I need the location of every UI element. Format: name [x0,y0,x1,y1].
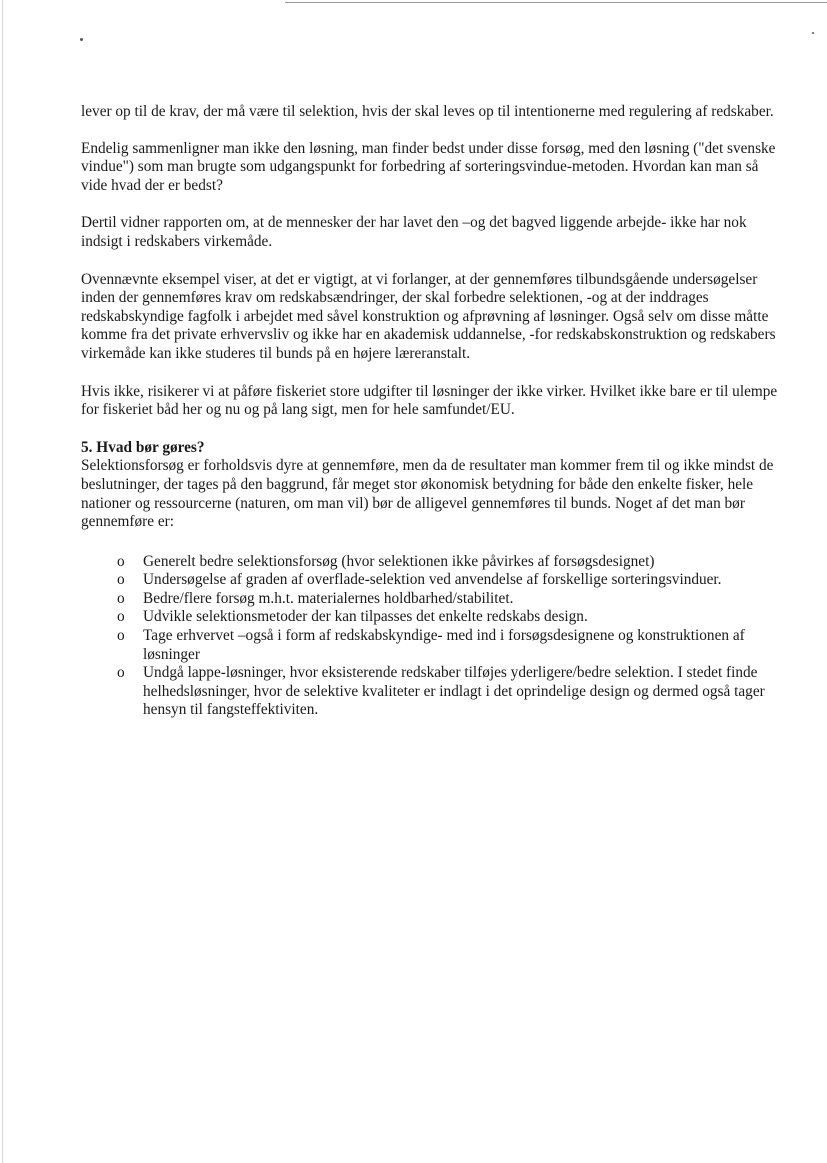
list-item-text: Undersøgelse af graden af overflade-selektion ved anvendelse af forskellige sorteringsvinduer. [143,571,722,589]
bullet-marker: o [117,589,125,607]
scan-edge-top [285,2,827,3]
scan-edge-left [2,0,3,1163]
list-item-text: Generelt bedre selektionsforsøg (hvor selektionen ikke påvirkes af forsøgsdesignet) [143,552,655,570]
paragraph: Hvis ikke, risikerer vi at påføre fiskeriet store udgifter til løsninger der ikke virker. Hvilket ikke bare er til ulempe for fiskeriet båd her og nu og på lang sigt, men for hele samfundet/EU. [81,382,778,419]
list-item [81,553,781,572]
list-item [81,590,781,609]
bullet-marker: o [117,571,125,589]
list-item [81,608,781,627]
section-body: Selektionsforsøg er forholdsvis dyre at gennemføre, men da de resultater man kommer frem til og ikke mindst de beslutninger, der tages på den baggrund, får meget stor økonomisk betydning for både den enkelte fisker, hele nationer og ressourcerne (naturen, om man vil) bør de alligevel gennemføres til bunds. Noget af det man bør gennemføre er: [81,457,774,531]
bullet-list [81,553,781,720]
list-item-text: Undgå lappe-løsninger, hvor eksisterende redskaber tilføjes yderligere/bedre selektion. I stedet finde helhedsløsninger, hvor de selektive kvaliteter er indlagt i det oprindelige design og dermed også tager hensyn til fangsteffektiviten. [143,664,765,719]
list-item [81,571,781,590]
bullet-marker: o [117,608,125,626]
scan-speck [812,32,814,34]
list-item [81,664,781,720]
paragraph: Endelig sammenligner man ikke den løsning, man finder bedst under disse forsøg, med den løsning ("det svenske vindue") som man brugte som udgangspunkt for forbedring af sorteringsvindue-metoden. Hvordan kan man så vide hvad der er bedst? [81,139,776,194]
scan-speck [80,38,83,41]
paragraph: Ovennævnte eksempel viser, at det er vigtigt, at vi forlanger, at der gennemføres tilbundsgående undersøgelser inden der gennemføres krav om redskabsændringer, der skal forbedre selektionen, -og at der inddrages redskabskyndige fagfolk i arbejdet med såvel konstruktion og afprøvning af løsninger. Også selv om disse måtte komme fra det private erhvervsliv og ikke har en akademisk uddannelse, -for redskabskonstruktion og redskabers virkemåde kan ikke studeres til bunds på en højere læreranstalt. [81,270,776,362]
list-item-text: Udvikle selektionsmetoder der kan tilpasses det enkelte redskabs design. [143,608,588,626]
bullet-marker: o [117,552,125,570]
document-page [81,103,781,720]
bullet-marker: o [117,627,125,645]
section-heading: 5. Hvad bør gøres? [81,438,205,456]
list-item-text: Bedre/flere forsøg m.h.t. materialernes holdbarhed/stabilitet. [143,589,514,607]
list-item [81,627,781,664]
list-item-text: Tage erhvervet –også i form af redskabskyndige- med ind i forsøgsdesignene og konstruktionen af løsninger [143,627,745,663]
paragraph: lever op til de krav, der må være til selektion, hvis der skal leves op til intentionerne med regulering af redskaber. [81,103,774,120]
paragraph: Dertil vidner rapporten om, at de mennesker der har lavet den –og det bagved liggende arbejde- ikke har nok indsigt i redskabers virkemåde. [81,214,747,250]
bullet-marker: o [117,664,125,682]
